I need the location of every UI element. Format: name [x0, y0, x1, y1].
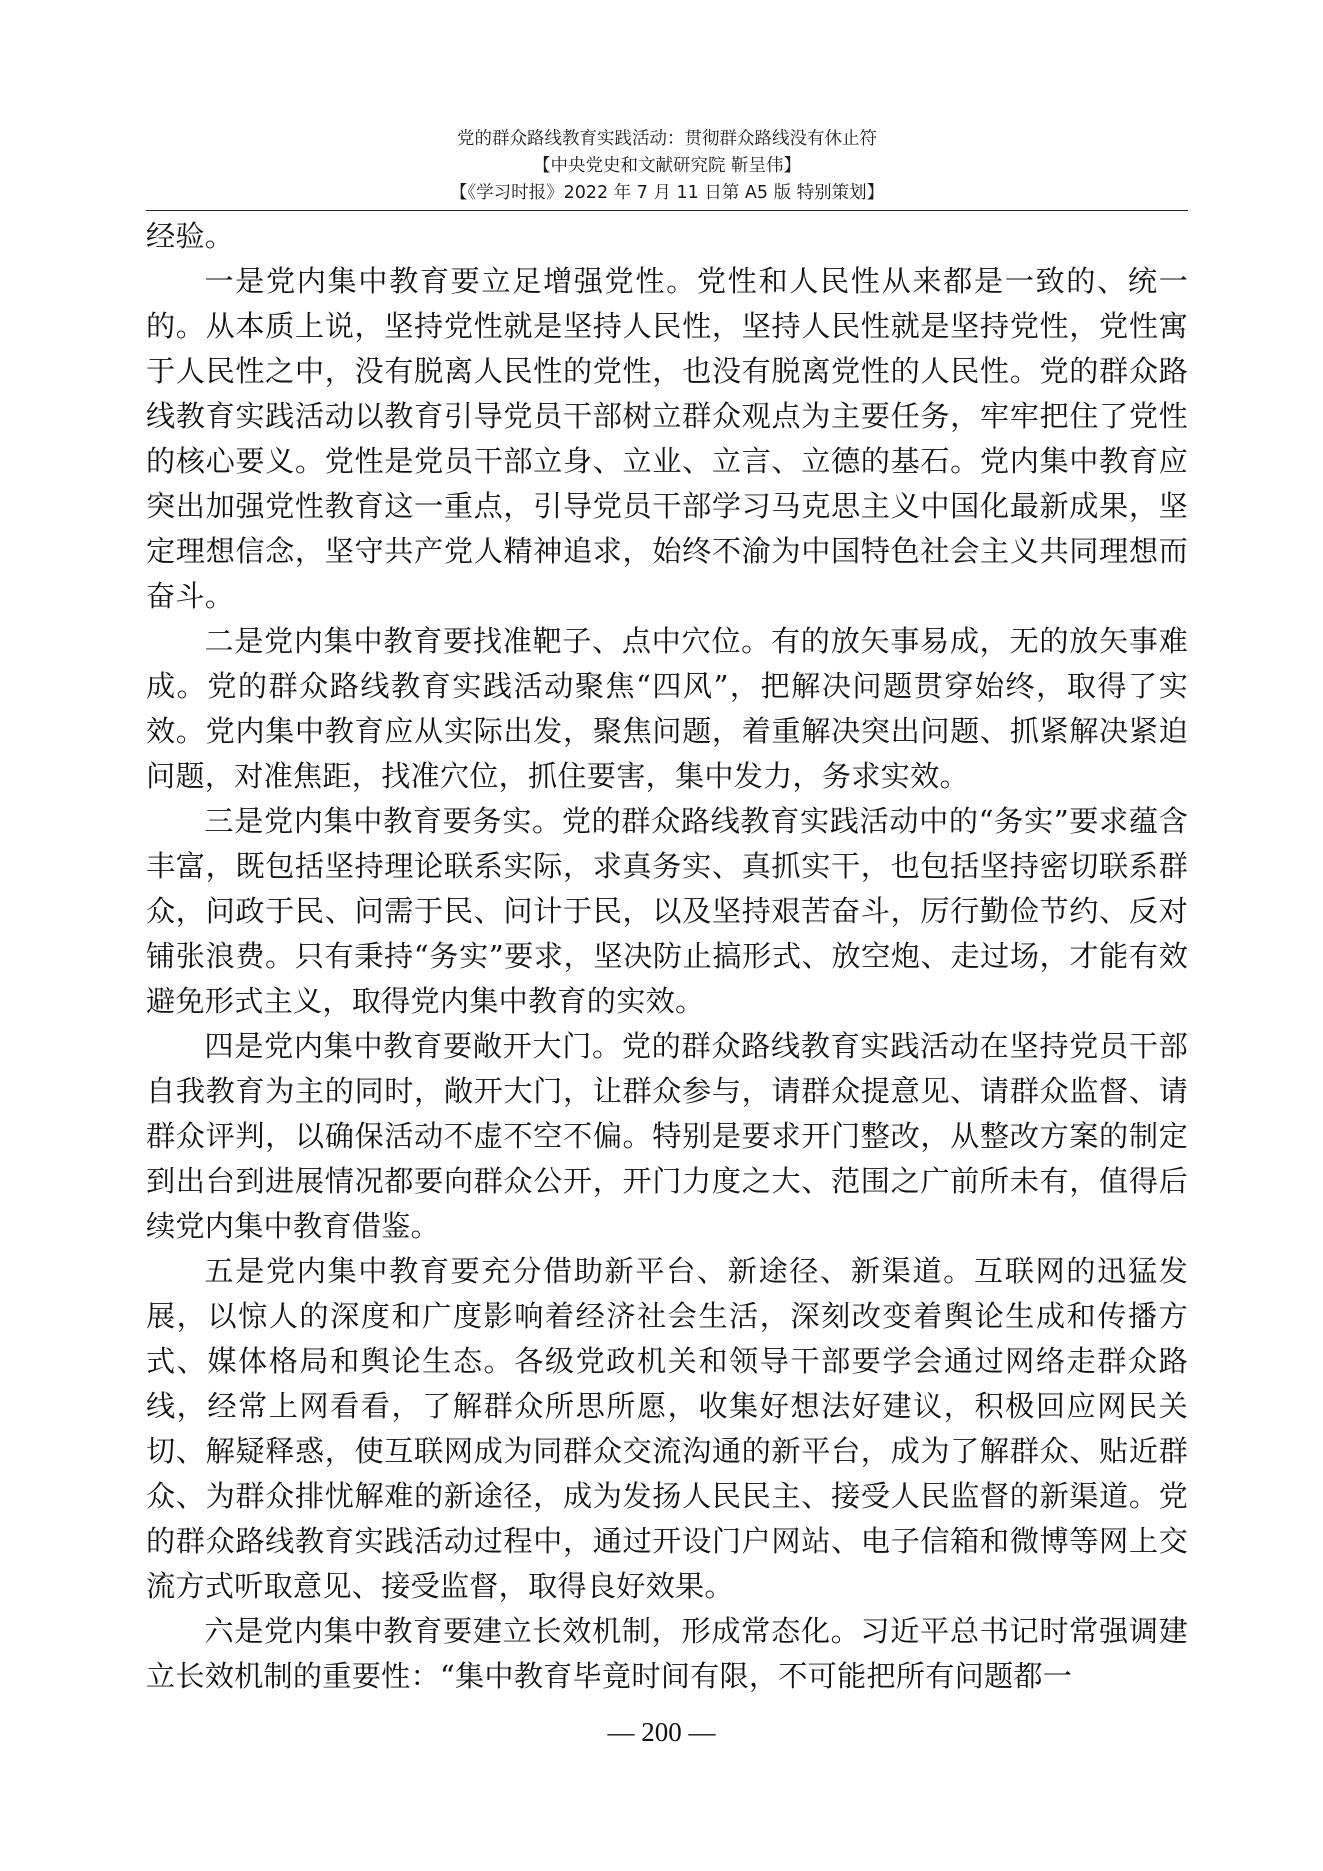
article-body	[146, 214, 1188, 1699]
header-divider	[146, 210, 1188, 211]
header-author: 【中央党史和文献研究院 靳呈伟】	[532, 156, 802, 176]
page-number: — 200 —	[607, 1717, 716, 1747]
header-source: 【《学习时报》2022 年 7 月 11 日第 A5 版 特别策划】	[449, 183, 885, 203]
paragraph-3: 三是党内集中教育要务实。党的群众路线教育实践活动中的“务实”要求蕴含丰富，既包括坚持理论联系实际，求真务实、真抓实干，也包括坚持密切联系群众，问政于民、问需于民、问计于民，以及坚持艰苦奋斗，厉行勤俭节约、反对铺张浪费。只有秉持“务实”要求，坚决防止搞形式、放空炮、走过场，才能有效避免形式主义，取得党内集中教育的实效。	[146, 804, 1188, 1018]
page-header	[146, 126, 1188, 207]
paragraph-6: 六是党内集中教育要建立长效机制，形成常态化。习近平总书记时常强调建立长效机制的重要性：“集中教育毕竟时间有限，不可能把所有问题都一	[146, 1614, 1188, 1693]
paragraph-2: 二是党内集中教育要找准靶子、点中穴位。有的放矢事易成，无的放矢事难成。党的群众路线教育实践活动聚焦“四风”，把解决问题贯穿始终，取得了实效。党内集中教育应从实际出发，聚焦问题，着重解决突出问题、抓紧解决紧迫问题，对准焦距，找准穴位，抓住要害，集中发力，务求实效。	[146, 624, 1188, 793]
paragraph-5: 五是党内集中教育要充分借助新平台、新途径、新渠道。互联网的迅猛发展，以惊人的深度和广度影响着经济社会生活，深刻改变着舆论生成和传播方式、媒体格局和舆论生态。各级党政机关和领导干部要学会通过网络走群众路线，经常上网看看，了解群众所思所愿，收集好想法好建议，积极回应网民关切、解疑释惑，使互联网成为同群众交流沟通的新平台，成为了解群众、贴近群众、为群众排忧解难的新途径，成为发扬人民民主、接受人民监督的新渠道。党的群众路线教育实践活动过程中，通过开设门户网站、电子信箱和微博等网上交流方式听取意见、接受监督，取得良好效果。	[146, 1254, 1188, 1603]
header-title: 党的群众路线教育实践活动：贯彻群众路线没有休止符	[457, 129, 877, 149]
paragraph-1: 一是党内集中教育要立足增强党性。党性和人民性从来都是一致的、统一的。从本质上说，坚持党性就是坚持人民性，坚持人民性就是坚持党性，党性寓于人民性之中，没有脱离人民性的党性，也没有脱离党性的人民性。党的群众路线教育实践活动以教育引导党员干部树立群众观点为主要任务，牢牢把住了党性的核心要义。党性是党员干部立身、立业、立言、立德的基石。党内集中教育应突出加强党性教育这一重点，引导党员干部学习马克思主义中国化最新成果，坚定理想信念，坚守共产党人精神追求，始终不渝为中国特色社会主义共同理想而奋斗。	[146, 264, 1188, 613]
paragraph-continuation: 经验。	[146, 219, 235, 253]
paragraph-4: 四是党内集中教育要敞开大门。党的群众路线教育实践活动在坚持党员干部自我教育为主的同时，敞开大门，让群众参与，请群众提意见、请群众监督、请群众评判，以确保活动不虚不空不偏。特别是要求开门整改，从整改方案的制定到出台到进展情况都要向群众公开，开门力度之大、范围之广前所未有，值得后续党内集中教育借鉴。	[146, 1029, 1188, 1243]
